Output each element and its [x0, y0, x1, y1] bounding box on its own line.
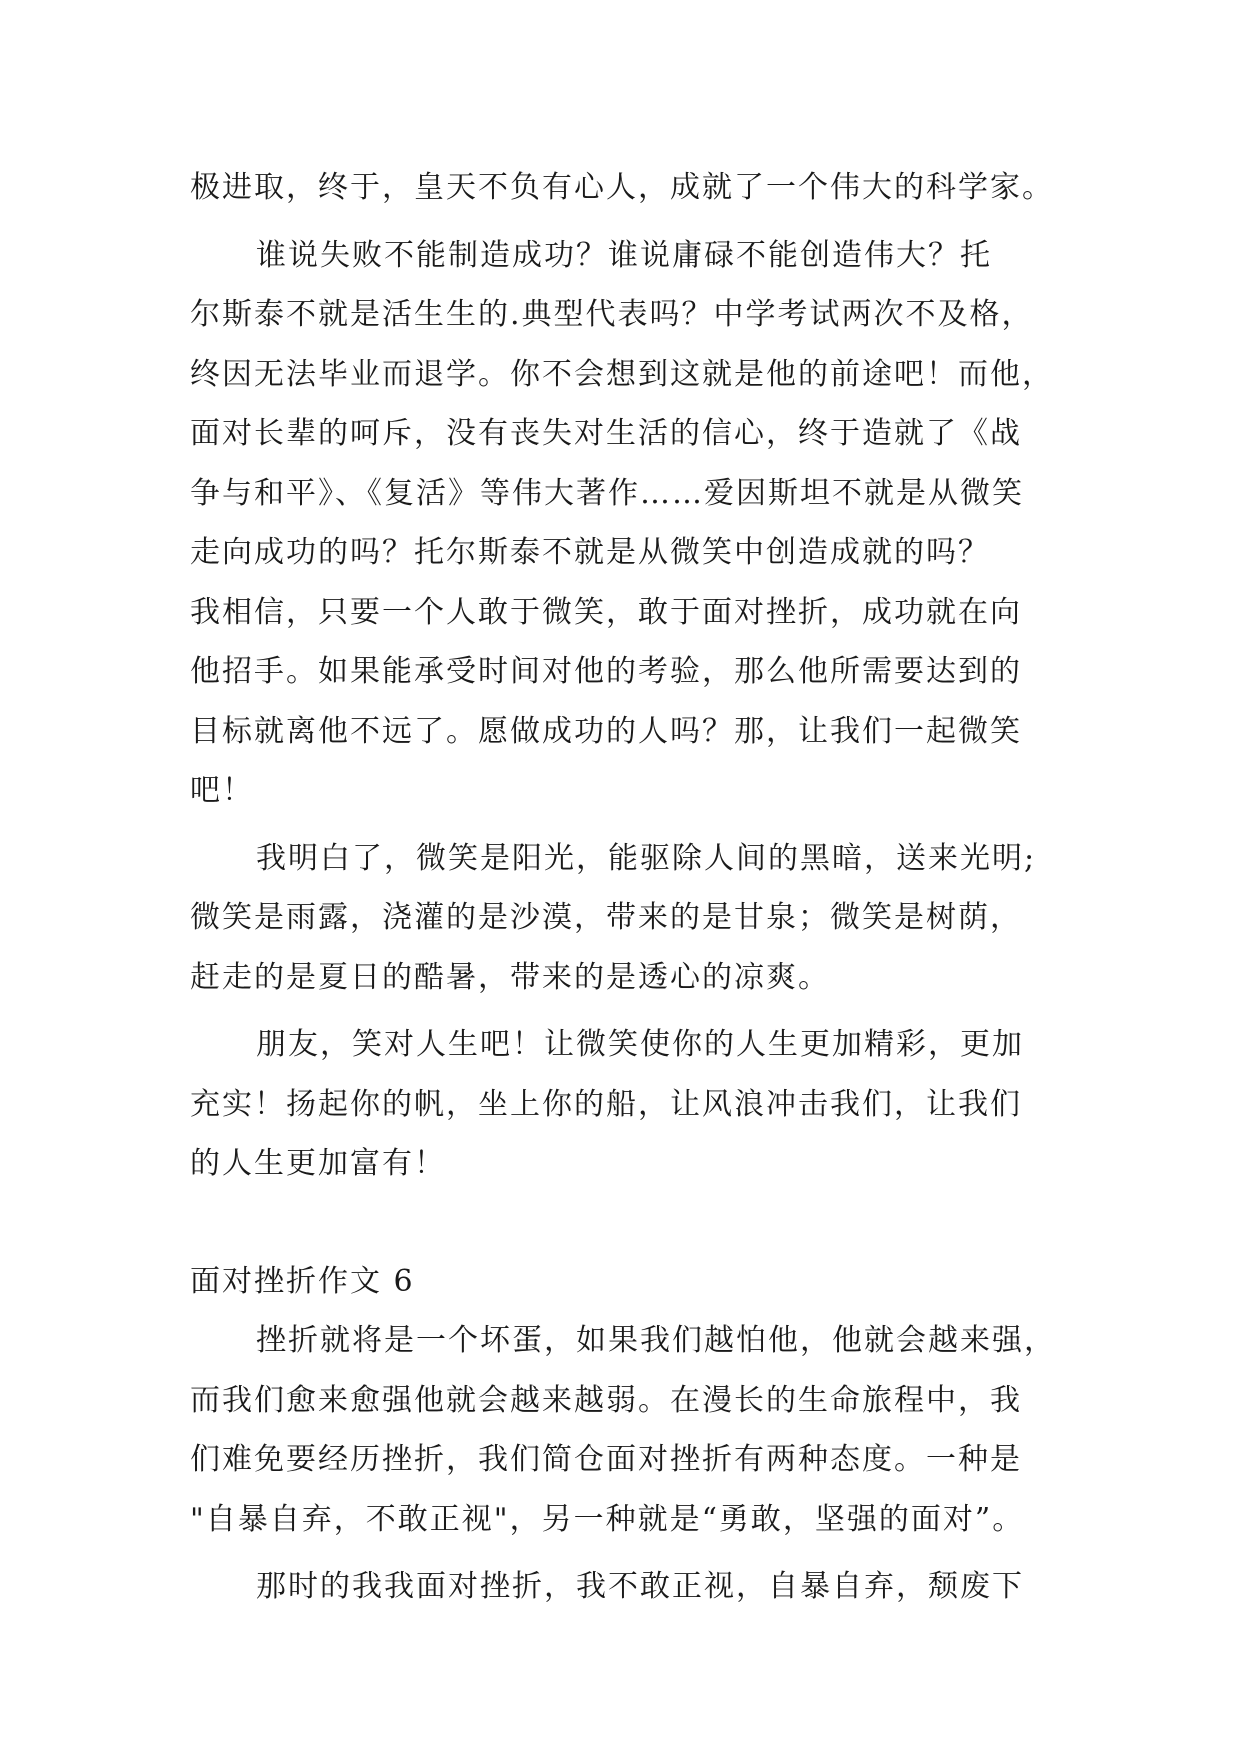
paragraph-line: 赶走的是夏日的酷暑，带来的是透心的凉爽。: [190, 959, 830, 995]
paragraph-line: 面对长辈的呵斥，没有丧失对生活的信心，终于造就了《战: [190, 416, 1022, 451]
paragraph-line: 而我们愈来愈强他就会越来越弱。在漫长的生命旅程中，我: [190, 1382, 1022, 1418]
paragraph-line: 他招手。如果能承受时间对他的考验，那么他所需要达到的: [190, 654, 1022, 689]
paragraph-line: 那时的我我面对挫折，我不敢正视，自暴自弃，颓废下: [256, 1569, 1024, 1604]
paragraph-line: 尔斯泰不就是活生生的.典型代表吗？中学考试两次不及格，: [190, 297, 1034, 332]
paragraph-line: "自暴自弃，不敢正视"，另一种就是“勇敢，坚强的面对”。: [190, 1501, 1025, 1537]
section-heading: 面对挫折作文 6: [190, 1263, 415, 1299]
paragraph-line: 们难免要经历挫折，我们简仓面对挫折有两种态度。一种是: [190, 1442, 1022, 1477]
paragraph-line: 吧！: [190, 773, 254, 808]
paragraph-line: 微笑是雨露，浇灌的是沙漠，带来的是甘泉；微笑是树荫，: [190, 900, 1022, 935]
paragraph-line: 争与和平》、《复活》等伟大著作……爱因斯坦不就是从微笑: [190, 475, 1024, 511]
paragraph-line: 充实！扬起你的帆，坐上你的船，让风浪冲击我们，让我们: [190, 1086, 1022, 1122]
paragraph-line: 的人生更加富有！: [190, 1146, 446, 1181]
paragraph-line: 目标就离他不远了。愿做成功的人吗？那，让我们一起微笑: [190, 713, 1022, 749]
paragraph-line: 走向成功的吗？托尔斯泰不就是从微笑中创造成就的吗？: [190, 535, 990, 570]
paragraph-line: 极进取，终于，皇天不负有心人，成就了一个伟大的科学家。: [190, 170, 1054, 205]
document-page: [190, 158, 1060, 1617]
paragraph-line: 终因无法毕业而退学。你不会想到这就是他的前途吧！而他，: [190, 356, 1054, 392]
paragraph-line: 挫折就将是一个坏蛋，如果我们越怕他，他就会越来强，: [256, 1323, 1056, 1358]
paragraph-line: 朋友，笑对人生吧！让微笑使你的人生更加精彩，更加: [256, 1027, 1024, 1062]
paragraph-line: 谁说失败不能制造成功？谁说庸碌不能创造伟大？托: [256, 237, 992, 273]
paragraph-line: 我明白了，微笑是阳光，能驱除人间的黑暗，送来光明;: [256, 840, 1037, 876]
paragraph-line: 我相信，只要一个人敢于微笑，敢于面对挫折，成功就在向: [190, 594, 1022, 630]
